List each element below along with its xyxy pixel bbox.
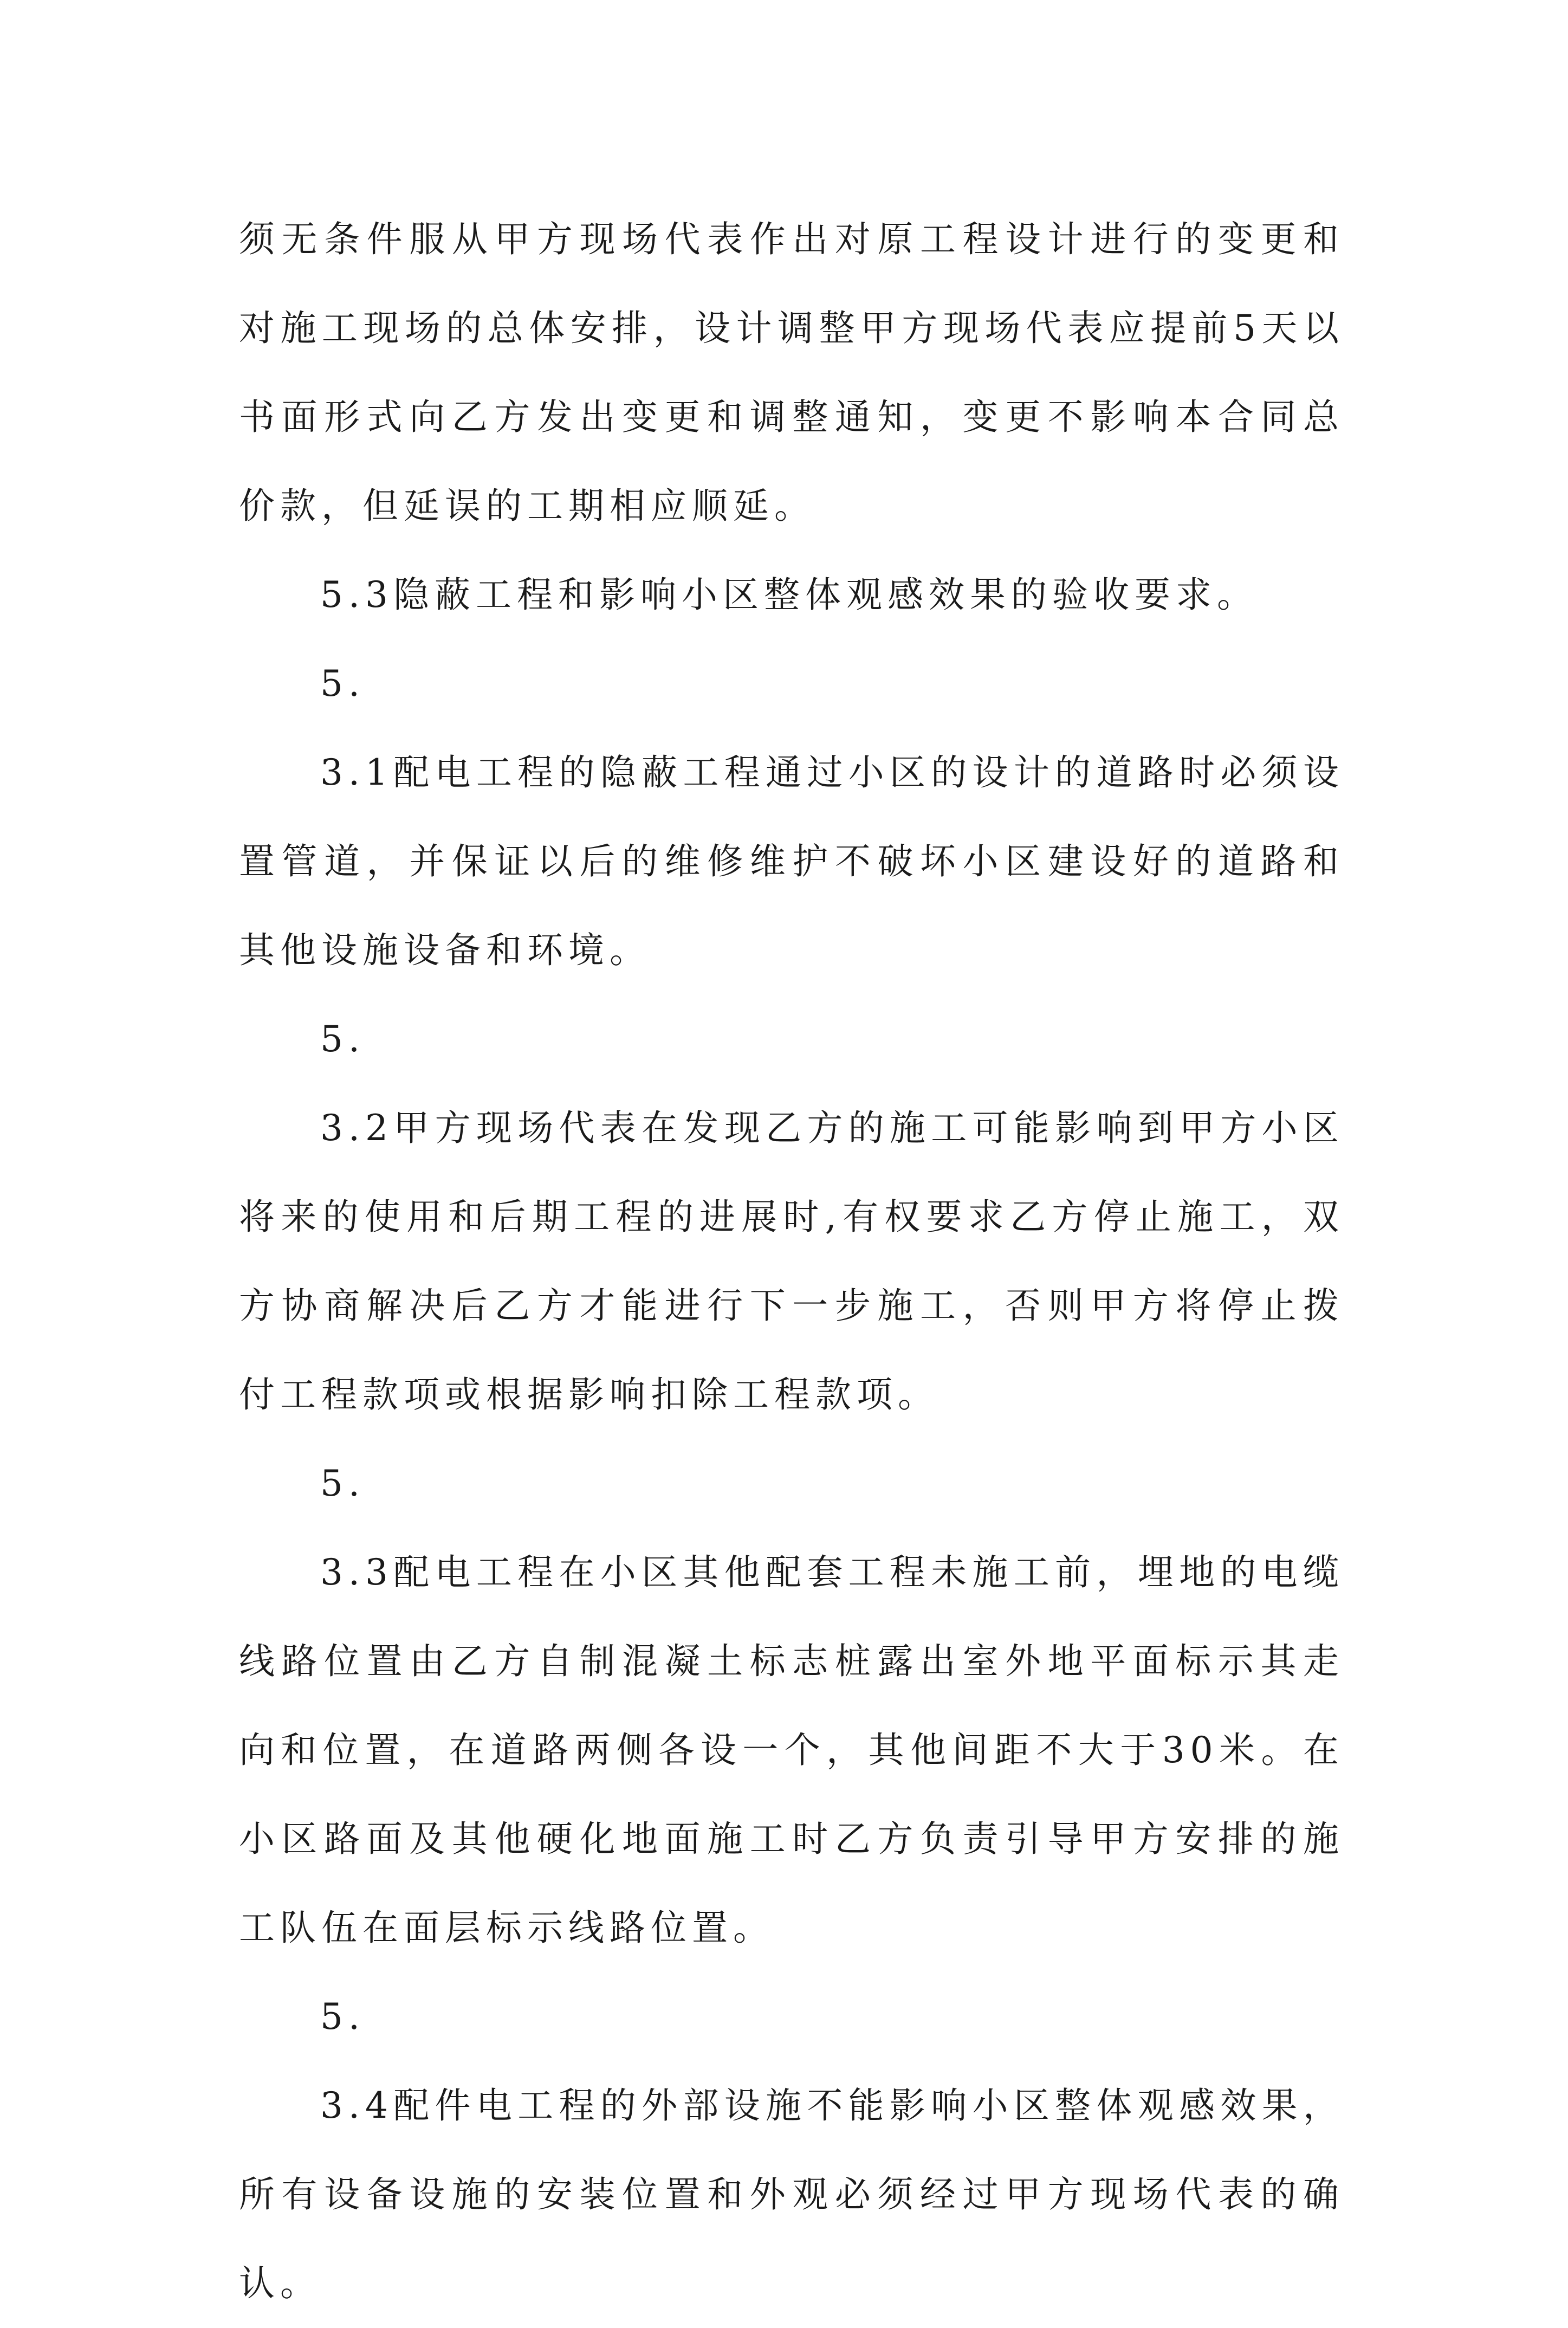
paragraph-5: 5.	[320, 1018, 365, 1060]
paragraph-7: 5.	[320, 1463, 365, 1504]
paragraph-4: 3.1配电工程的隐蔽工程通过小区的设计的道路时必须设置管道，并保证以后的维修维护不破坏小区建设好的道路和其他设施设备和环境。	[239, 752, 1344, 971]
document-body	[239, 195, 1344, 2328]
paragraph-1: 须无条件服从甲方现场代表作出对原工程设计进行的变更和对施工现场的总体安排，设计调整甲方现场代表应提前5天以书面形式向乙方发出变更和调整通知，变更不影响本合同总价款，但延误的工期相应顺延。	[239, 218, 1344, 527]
paragraph-8: 3.3配电工程在小区其他配套工程未施工前，埋地的电缆线路位置由乙方自制混凝土标志桩露出室外地平面标示其走向和位置，在道路两侧各设一个，其他间距不大于30米。在小区路面及其他硬化地面施工时乙方负责引导甲方安排的施工队伍在面层标示线路位置。	[239, 1551, 1344, 1949]
paragraph-9: 5.	[320, 1996, 365, 2038]
paragraph-2: 5.3隐蔽工程和影响小区整体观感效果的验收要求。	[320, 574, 1258, 616]
paragraph-3: 5.	[320, 663, 365, 704]
paragraph-6: 3.2甲方现场代表在发现乙方的施工可能影响到甲方小区将来的使用和后期工程的进展时,有权要求乙方停止施工，双方协商解决后乙方才能进行下一步施工，否则甲方将停止拨付工程款项或根据影响扣除工程款项。	[239, 1107, 1344, 1415]
paragraph-10: 3.4配件电工程的外部设施不能影响小区整体观感效果，所有设备设施的安装位置和外观必须经过甲方现场代表的确认。	[239, 2085, 1344, 2304]
